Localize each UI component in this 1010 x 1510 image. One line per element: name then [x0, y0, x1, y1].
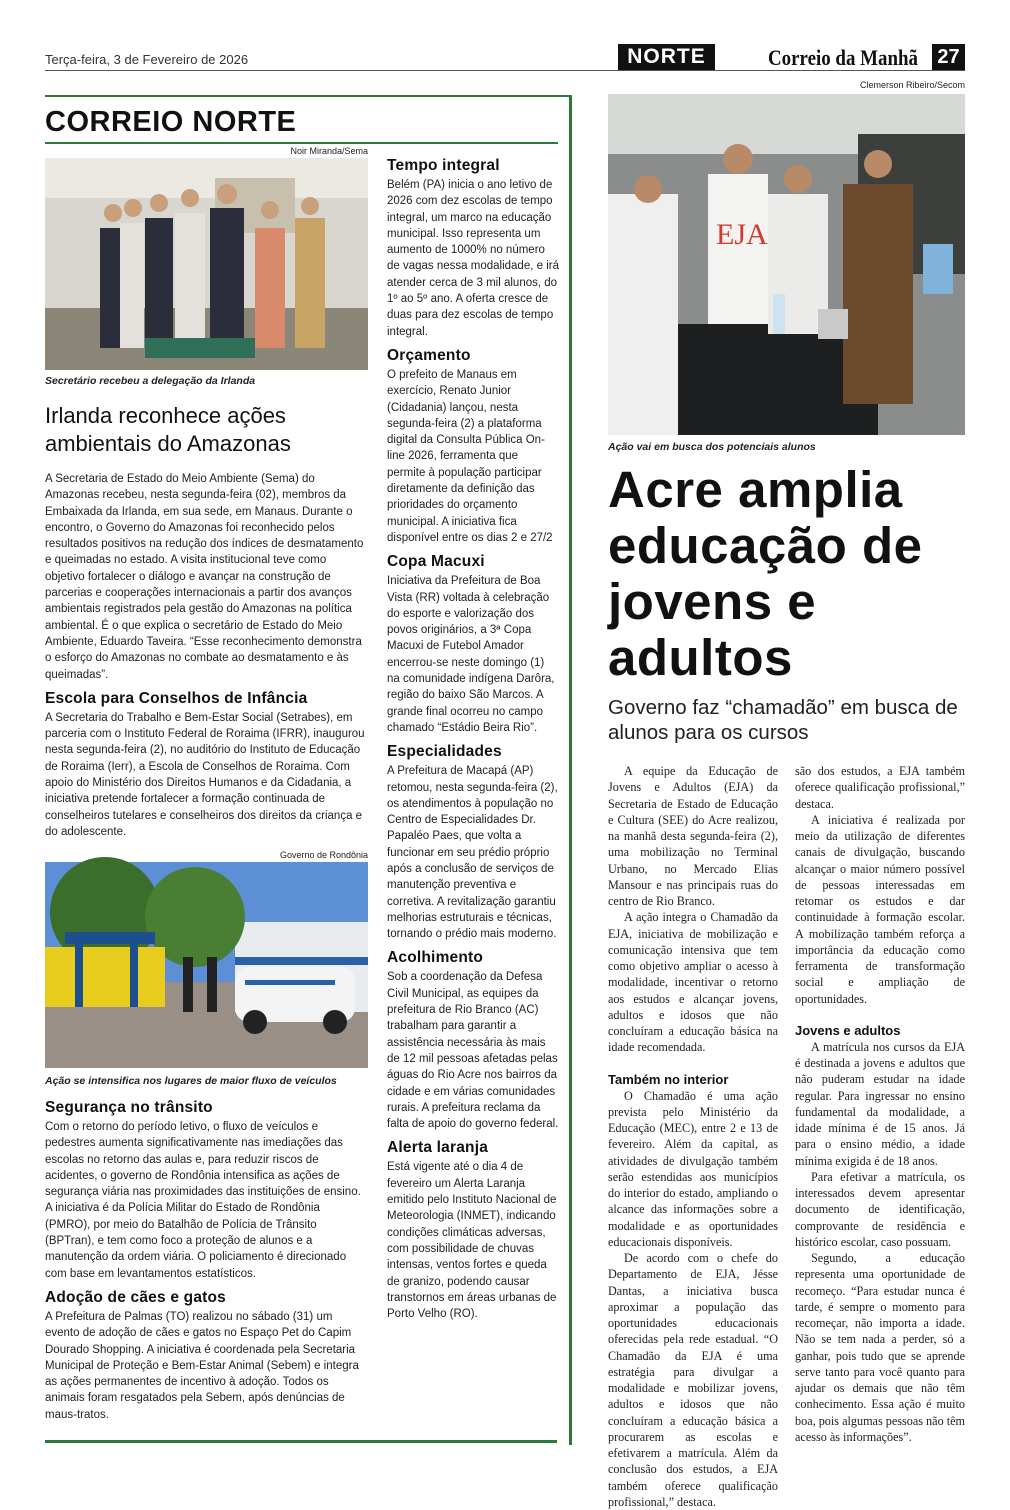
column-kicker: CORREIO NORTE — [45, 106, 297, 138]
brief-body: Com o retorno do período letivo, o fluxo de veículos e pedestres aumenta significativamente nas imediações das escolas no retorno das aulas e, para reduzir riscos de acidentes, o governo de Rondônia intensifica as ações de segurança viária nas proximidades das instituições de ensino. A iniciativa é da Polícia Militar do Estado de Rondônia (PMRO), por meio do Batalhão de Polícia de Trânsito (BPTran), e tem como foco a proteção de alunos e a manutenção da ordem viária. O policiamento é direcionado com base em levantamentos estatísticos. — [45, 1121, 361, 1280]
page-number: 27 — [932, 44, 965, 70]
newspaper-logo: Correio da Manhã — [768, 45, 918, 70]
article-paragraph: A equipe da Educação de Jovens e Adultos (EJA) da Secretaria de Estado de Educação e Cultura (SEE) do Acre realizou, na manhã desta segunda-feira (2), uma mobilização no Terminal Urbano, no Mercado Elias Mansour e nas principais ruas do centro de Rio Branco. — [608, 764, 778, 908]
brief — [387, 948, 559, 1132]
brief-title: Acolhimento — [387, 949, 484, 967]
brief-title: Adoção de cães e gatos — [45, 1288, 226, 1306]
photo-caption: Secretário recebeu a delegação da Irlanda — [45, 375, 256, 387]
article-subheading: Jovens e adultos — [795, 1022, 901, 1038]
brief — [387, 1138, 559, 1322]
main-headline: Acre amplia educação de jovens e adultos — [608, 461, 923, 686]
brief-body: A Prefeitura de Macapá (AP) retomou, nesta segunda-feira (2), os atendimentos à população no Centro de Especialidades Dr. Papaléo Paes, que volta a funcionar em seu prédio próprio após a conclusão de serviços de manutenção preventiva e corretiva. A revitalização garantiu melhorias estruturais e técnicas, tornando o prédio mais moderno. — [387, 765, 558, 941]
photo-credit: Noir Miranda/Sema — [290, 146, 368, 156]
brief — [387, 346, 559, 546]
column-frame-top — [45, 95, 572, 97]
photo-traffic-police — [45, 862, 368, 1068]
article-column-2 — [795, 763, 965, 1445]
brief-body: Sob a coordenação da Defesa Civil Municipal, as equipes da prefeitura de Rio Branco (AC) trabalham para garantir a assistência necessária às mais de 12 mil pessoas afetadas pelas águas do Rio Acre nos bairros da cidade e em várias comunidades rurais. A prefeitura reclama da falta de apoio do governo federal. — [387, 971, 559, 1131]
article-headline: Irlanda reconhece ações ambientais do Amazonas — [45, 403, 291, 456]
delegation-photo-image — [45, 158, 368, 370]
photo-delegation — [45, 158, 368, 370]
eja-photo-image — [608, 94, 965, 435]
brief — [387, 552, 559, 736]
brief-title: Escola para Conselhos de Infância — [45, 689, 308, 707]
section-label: NORTE — [618, 44, 715, 70]
brief-body: A Prefeitura de Palmas (TO) realizou no sábado (31) um evento de adoção de cães e gatos no Espaço Pet do Capim Dourado Shopping. A iniciativa é coordenada pela Secretaria Municipal de Proteção e Bem-Estar Animal (Sebem) e integra as ações permanentes de incentivo à adoção. Todos os animais foram resgatados pela Sebem, após denúncias de maus-tratos. — [45, 1310, 359, 1421]
article-paragraph: A iniciativa é realizada por meio da utilização de diferentes canais de divulgação, buscando alcançar o maior número possível de pessoas interessadas em retomar os estudos e dar continuidade à formação escolar. A mobilização também reforça a importância da educação como ferramenta de transformação social e ampliação de oportunidades. — [795, 812, 965, 1006]
brief — [387, 742, 559, 942]
photo-credit: Clemerson Ribeiro/Secom — [859, 80, 965, 90]
left-articles — [45, 471, 368, 840]
photo-credit: Governo de Rondônia — [279, 850, 368, 860]
article-paragraph: De acordo com o chefe do Departamento de EJA, Jésse Dantas, a iniciativa busca aproximar a população das oportunidades educacionais oferecidas pela rede estadual. “O Chamadão da EJA é uma estratégia para divulgar a modalidade e mobilizar jovens, adultos e idosos que não concluíram a educação básica a procurarem as escolas e efetivarem a matrícula. Além da conclusão dos estudos, a EJA também oferece qualificação profissional,” destaca. — [608, 1251, 778, 1509]
issue-date: Terça-feira, 3 de Fevereiro de 2026 — [45, 52, 249, 67]
photo-caption: Ação se intensifica nos lugares de maior fluxo de veículos — [45, 1075, 337, 1087]
brief — [387, 156, 559, 340]
brief-body: A Secretaria do Trabalho e Bem-Estar Social (Setrabes), em parceria com o Instituto Federal de Roraima (IFRR), inaugurou nesta segunda-feira (2), no auditório do Instituto de Educação de Roraima (Ierr), a Escola de Conselhos de Roraima. Com apoio do Ministério dos Direitos Humanos e da Cidadania, a iniciativa pretende fortalecer a formação continuada de conselheiros tutelares e conselheiros dos direitos da criança e do adolescente. — [45, 711, 365, 838]
brief-body: Está vigente até o dia 4 de fevereiro um Alerta Laranja emitido pelo Instituto Nacional de Meteorologia (INMET), indicando condições climáticas adversas, com possibilidade de chuvas intensas, ventos fortes e queda de granizo, podendo causar transtornos em áreas urbanas de Porto Velho (RO). — [387, 1161, 557, 1321]
article-paragraph: A matrícula nos cursos da EJA é destinada a jovens e adultos que não puderam estudar na idade regular. Para ingressar no ensino fundamental da modalidade, a idade mínima é de 15 anos. Já para o ensino médio, a idade mínima exigida é de 18 anos. — [795, 1039, 965, 1168]
svg-text:EJA: EJA — [716, 218, 768, 251]
article-paragraph-continued: são dos estudos, a EJA também oferece qualificação profissional,” destaca. — [795, 764, 965, 811]
column-frame-bottom — [45, 1440, 557, 1443]
briefs-column — [387, 156, 559, 1328]
left-briefs — [45, 1098, 368, 1423]
article-body: A Secretaria de Estado do Meio Ambiente (Sema) do Amazonas recebeu, nesta segunda-feira (02), membros da Embaixada da Irlanda, em sua sede, em Manaus. Durante o encontro, o Governo do Amazonas foi reconhecido pelos resultados positivos na redução dos índices de desmatamento e queimadas no estado. A visita institucional teve como objetivo fortalecer o diálogo e avançar na construção de parcerias e cooperações internacionais a partir dos avanços ambientais registrados pela gestão do Amazonas na política ambiental. É o que explica o secretário de Estado do Meio Ambiente, Eduardo Taveira. “Esse reconhecimento demonstra o esforço do Amazonas no combate ao desmatamento e às queimadas”. — [45, 473, 364, 681]
brief-body: O prefeito de Manaus em exercício, Renato Junior (Cidadania) lançou, nesta segunda-feira (2) a plataforma digital da Consulta Pública On-line 2026, ferramenta que permite à população participar diretamente da definição das prioridades do orçamento municipal. A iniciativa fica disponível entre os dias 2 e 27/2 — [387, 368, 553, 544]
brief-title: Alerta laranja — [387, 1139, 489, 1157]
brief-title: Copa Macuxi — [387, 553, 485, 571]
brief-title: Segurança no trânsito — [45, 1099, 213, 1116]
brief-body: Belém (PA) inicia o ano letivo de 2026 com dez escolas de tempo integral, um marco na educação municipal. Isso representa um aumento de 1000% no número de vagas nessa modalidade, e irá atender cerca de 3 mil alunos, do 1º ao 5º ano. A oferta cresce de duas para dez escolas de tempo integral. — [387, 179, 559, 338]
article-subheading: Também no interior — [608, 1071, 729, 1087]
brief-title: Especialidades — [387, 743, 502, 761]
article-column-1 — [608, 763, 778, 1509]
column-kicker-rule — [45, 142, 558, 144]
column-frame-right — [569, 95, 572, 1445]
article-paragraph: A ação integra o Chamadão da EJA, iniciativa de mobilização e comunicação intensiva que tem como objetivo ampliar o acesso à modalidade, incentivar o retorno aos estudos e alcançar jovens, adultos e idosos que não concluíram a educação básica na idade recomendada. — [608, 910, 778, 1055]
brief-title: Tempo integral — [387, 157, 500, 174]
article-paragraph: Segundo, a educação representa uma oportunidade de recomeço. “Para estudar nunca é tarde, é sempre o momento para recomeçar, não importa a idade. Não se tem nada a perder, só a ganhar, pois tudo que se aprende serve tanto para você quanto para ajudar os demais que não têm conhecimento. Essa ação é muito boa, pois algumas pessoas não têm acesso às informações”. — [795, 1251, 965, 1444]
brief-title: Orçamento — [387, 346, 471, 364]
header-divider — [45, 70, 965, 71]
article-paragraph: O Chamadão é uma ação prevista pelo Ministério da Educação (MEC), entre 2 e 13 de fevereiro. Além da capital, as atividades de divulgação também serão estendidas aos municípios do interior do estado, ampliando o alcance das informações sobre a modalidade e as oportunidades educacionais disponíveis. — [608, 1088, 778, 1249]
photo-caption: Ação vai em busca dos potenciais alunos — [608, 441, 816, 453]
main-subheadline: Governo faz “chamadão” em busca de alunos para os cursos — [608, 696, 958, 744]
traffic-photo-image — [45, 862, 368, 1068]
article-paragraph: Para efetivar a matrícula, os interessados devem apresentar documento de identificação, comprovante de residência e histórico escolar, caso possuam. — [795, 1169, 965, 1249]
brief-body: Iniciativa da Prefeitura de Boa Vista (RR) voltada à celebração do esporte e valorização dos povos originários, a 3ª Copa Macuxi de Futebol Amador encerrou-se neste domingo (1) na comunidade indígena Darôra, região do baixo São Marcos. A grande final ocorreu no campo chamado “Estádio Beira Rio”. — [387, 575, 555, 734]
photo-eja-mobilization — [608, 94, 965, 435]
